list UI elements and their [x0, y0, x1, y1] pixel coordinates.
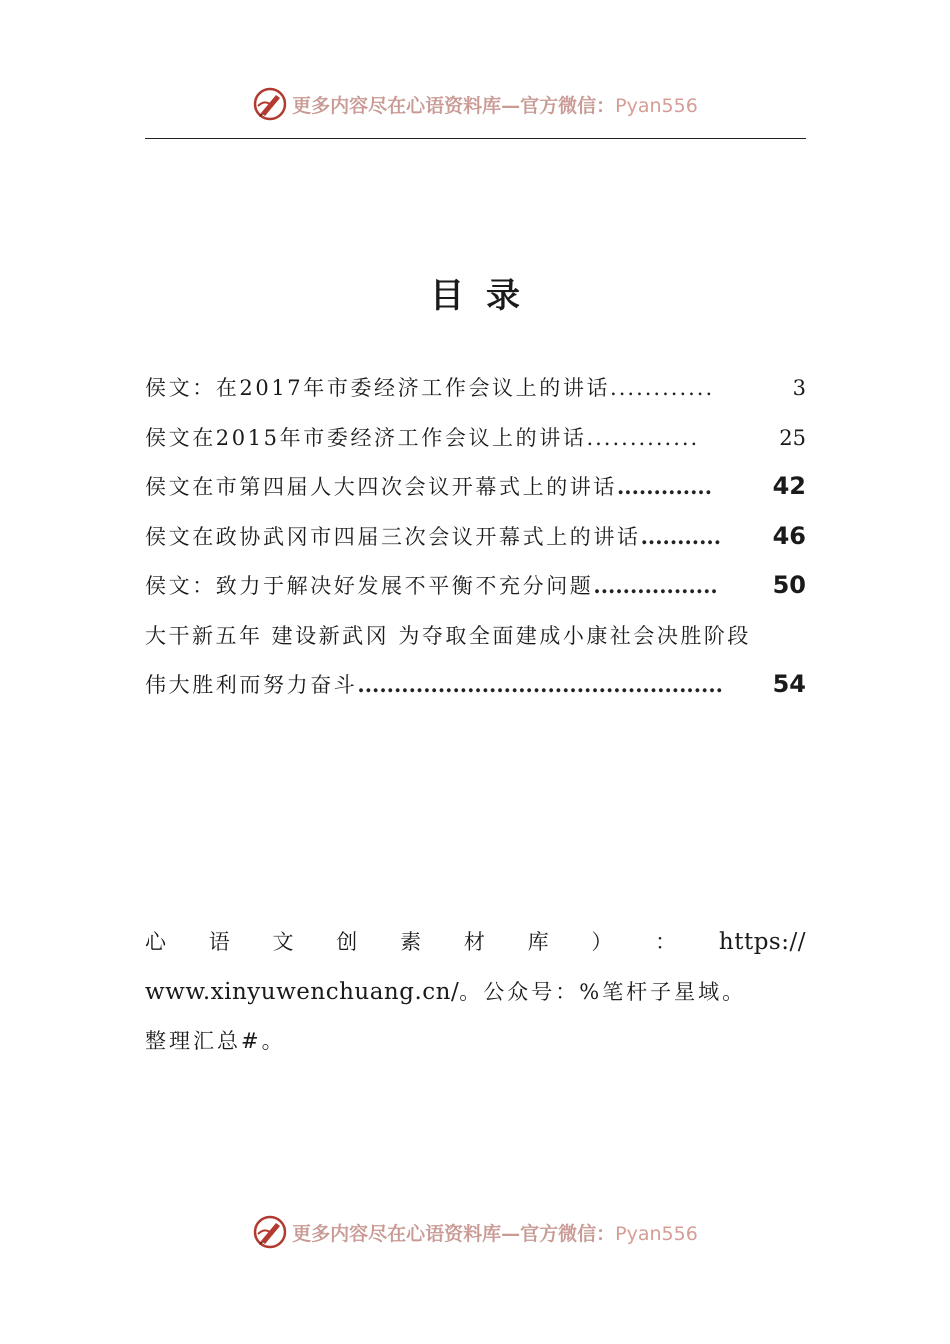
source-note: [145, 918, 806, 1067]
table-of-contents: [145, 372, 806, 719]
toc-entry[interactable]: 侯文在市第四届人大四次会议开幕式上的讲话 ............. 42: [145, 472, 806, 500]
pen-logo-icon: [252, 1214, 288, 1250]
toc-entry[interactable]: 侯文：致力于解决好发展不平衡不充分问题 ................. 50: [145, 571, 806, 599]
url-link-part1[interactable]: https://: [718, 929, 806, 955]
toc-entry-multiline[interactable]: [145, 620, 806, 719]
watermark-text: 更多内容尽在心语资料库—官方微信：Pyan556: [292, 1222, 698, 1245]
footer-watermark: [0, 1212, 950, 1252]
toc-entry[interactable]: 侯文在政协武冈市四届三次会议开幕式上的讲话 ........... 46: [145, 521, 806, 550]
note-line-2: www.xinyuwenchuang.cn/。公众号：%笔杆子星域。: [145, 978, 747, 1005]
toc-entry[interactable]: 侯文：在2017年市委经济工作会议上的讲话 ............ 3: [145, 376, 806, 400]
header-watermark: [0, 84, 950, 124]
url-link-part2[interactable]: www.xinyuwenchuang.cn/: [145, 978, 460, 1005]
note-line-3: 整理汇总#。: [145, 1029, 286, 1053]
watermark-text: 更多内容尽在心语资料库—官方微信：Pyan556: [292, 94, 698, 117]
toc-entry[interactable]: 侯文在2015年市委经济工作会议上的讲话 ............. 25: [145, 425, 806, 450]
toc-entry-line2: 伟大胜利而努力奋斗 .................................................. 54: [145, 670, 806, 698]
toc-entry-line1: 大干新五年 建设新武冈 为夺取全面建成小康社会决胜阶段: [145, 623, 751, 648]
header-rule: [145, 138, 806, 139]
pen-logo-icon: [252, 86, 288, 122]
note-line-1: 心 语 文 创 素 材 库 ） ： https://: [145, 918, 806, 968]
toc-title: 目录: [430, 276, 542, 316]
